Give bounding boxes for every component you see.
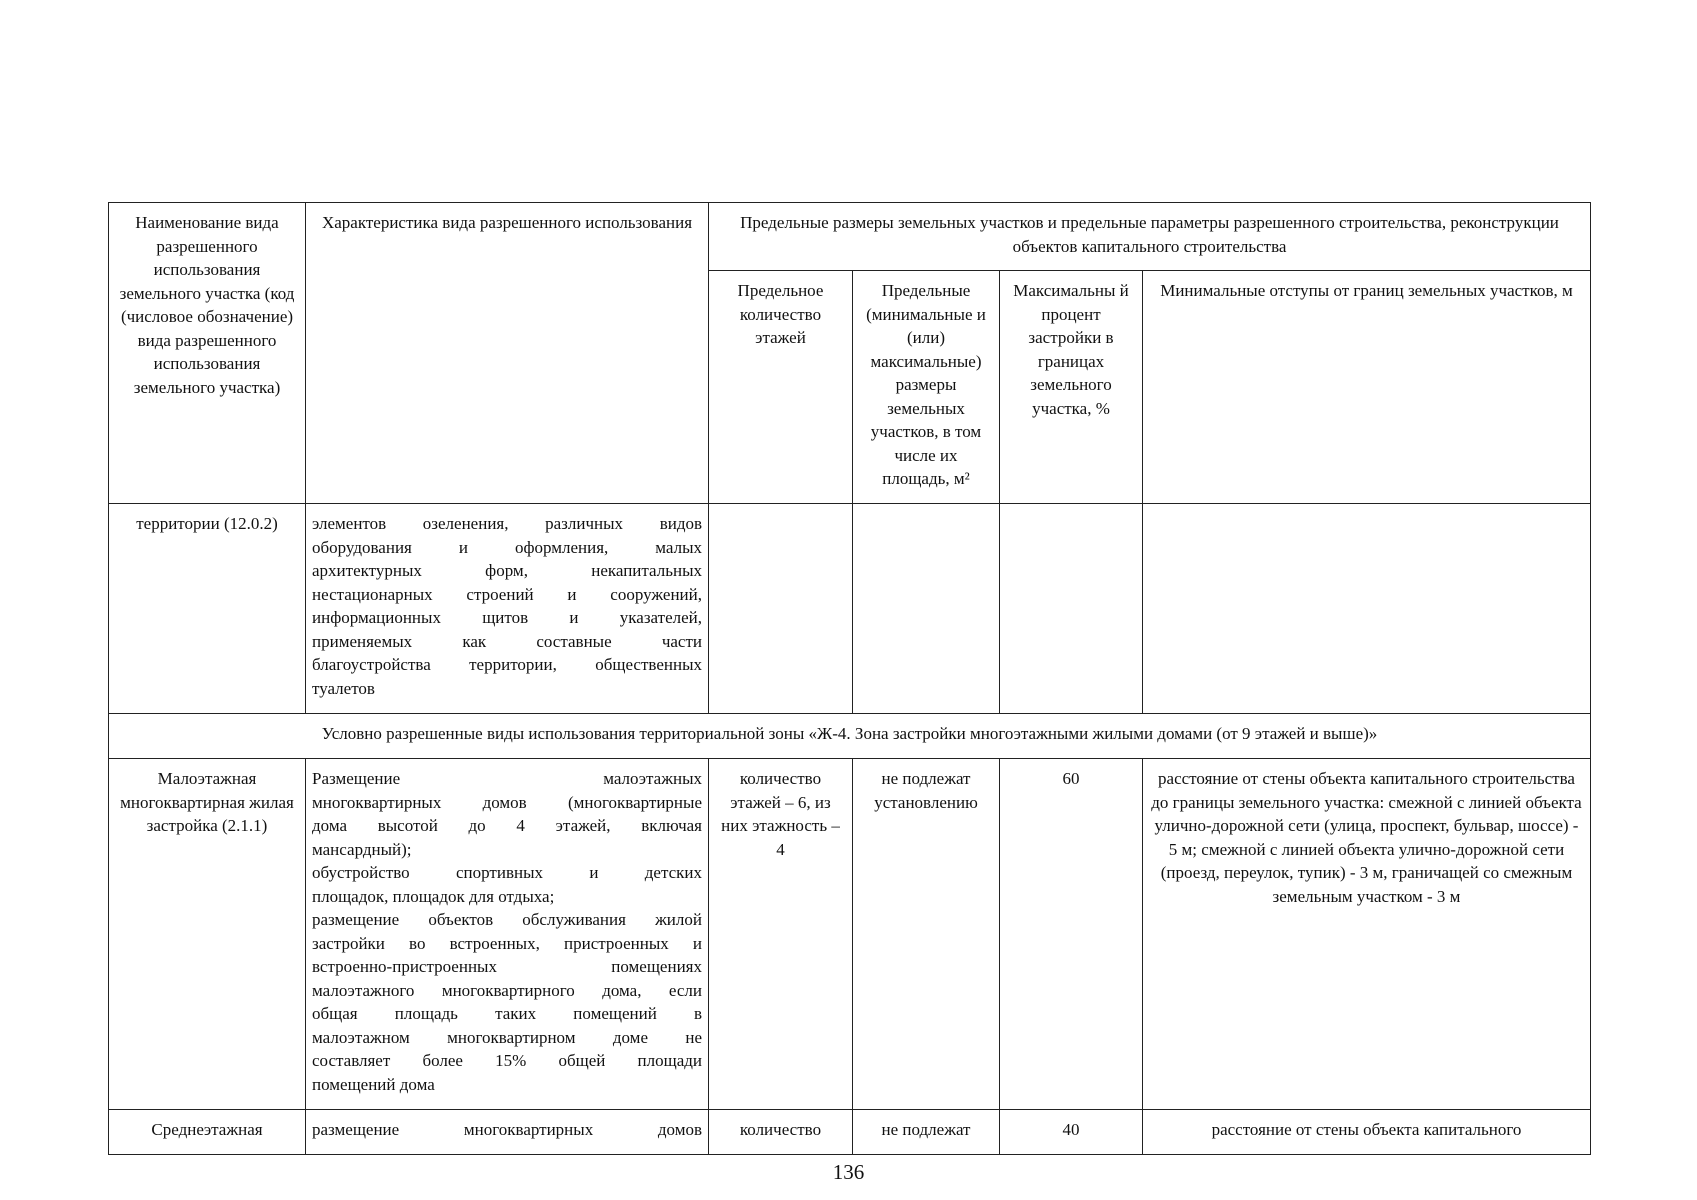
max-coverage-cell: 40 xyxy=(1000,1110,1143,1155)
description-line: размещение объектов обслуживания жилой xyxy=(312,910,702,929)
table-row xyxy=(109,1110,1591,1155)
description-line: дома высотой до 4 этажей, включая xyxy=(312,816,702,835)
header-use-description: Характеристика вида разрешенного использования xyxy=(306,203,709,504)
description-line: малоэтажного многоквартирного дома, если xyxy=(312,980,702,1000)
header-max-floors: Предельное количество этажей xyxy=(709,271,853,504)
max-floors-cell xyxy=(709,504,853,714)
description-line: применяемых как составные части xyxy=(312,631,702,651)
header-plot-sizes: Предельные (минимальные и (или) максимальные) размеры земельных участков, в том числе их площадь, м² xyxy=(853,271,1000,504)
header-use-type-name: Наименование вида разрешенного использования земельного участка (код (числовое обозначение) вида разрешенного использования земельного участка) xyxy=(109,203,306,504)
header-max-coverage: Максимальны й процент застройки в границах земельного участка, % xyxy=(1000,271,1143,504)
description-line: общая площадь таких помещений в xyxy=(312,1004,702,1023)
max-coverage-cell: 60 xyxy=(1000,759,1143,1110)
description-line: встроенно-пристроенных помещениях xyxy=(312,957,702,976)
min-setbacks-cell xyxy=(1143,504,1591,714)
header-min-setbacks: Минимальные отступы от границ земельных участков, м xyxy=(1143,271,1591,504)
description-line: малоэтажном многоквартирном доме не xyxy=(312,1027,702,1047)
use-description xyxy=(306,1110,709,1155)
zone-heading-row xyxy=(109,714,1591,759)
min-setbacks-cell: расстояние от стены объекта капитального строительства до границы земельного участка: смежной с линией объекта улично-дорожной сети (улица, проспект, бульвар, шоссе) - 5 м; смежной с линией объекта улично-дорожной сети (проезд, переулок, тупик) - 3 м, граничащей со смежным земельным участком - 3 м xyxy=(1143,759,1591,1110)
description-line: оборудования и оформления, малых xyxy=(312,537,702,557)
description-line: обустройство спортивных и детских xyxy=(312,863,702,882)
use-type-name: Среднеэтажная xyxy=(109,1110,306,1155)
description-line: мансардный); xyxy=(312,839,412,859)
plot-sizes-cell xyxy=(853,504,1000,714)
page-number: 136 xyxy=(832,1160,865,1184)
header-limits: Предельные размеры земельных участков и предельные параметры разрешенного строительства, реконструкции объектов капитального строительства xyxy=(709,203,1591,271)
description-line: помещений дома xyxy=(312,1074,435,1094)
max-floors-cell: количество этажей – 6, из них этажность – 4 xyxy=(709,759,853,1110)
plot-sizes-cell: не подлежат установлению xyxy=(853,759,1000,1110)
max-coverage-cell xyxy=(1000,504,1143,714)
use-description xyxy=(306,504,709,714)
table-row xyxy=(109,504,1591,714)
header-row-main xyxy=(109,203,1591,271)
use-description xyxy=(306,759,709,1110)
description-line: благоустройства территории, общественных xyxy=(312,655,702,674)
use-type-name: Малоэтажная многоквартирная жилая застройка (2.1.1) xyxy=(109,759,306,1110)
description-line: застройки во встроенных, пристроенных и xyxy=(312,933,702,953)
zone-heading: Условно разрешенные виды использования территориальной зоны «Ж-4. Зона застройки многоэтажными жилыми домами (от 9 этажей и выше)» xyxy=(109,714,1591,759)
description-line: Размещение малоэтажных xyxy=(312,769,702,788)
description-line: нестационарных строений и сооружений, xyxy=(312,584,702,604)
description-line: многоквартирных домов (многоквартирные xyxy=(312,792,702,812)
description-line: составляет более 15% общей площади xyxy=(312,1051,702,1070)
plot-sizes-cell: не подлежат xyxy=(853,1110,1000,1155)
description-line: туалетов xyxy=(312,678,375,698)
document-sheet xyxy=(108,202,1590,1155)
description-line: элементов озеленения, различных видов xyxy=(312,514,702,533)
zoning-regulations-table xyxy=(108,202,1591,1155)
min-setbacks-cell: расстояние от стены объекта капитального xyxy=(1143,1110,1591,1155)
description-line: размещение многоквартирных домов xyxy=(312,1120,702,1139)
description-line: информационных щитов и указателей, xyxy=(312,608,702,627)
description-line: площадок, площадок для отдыха; xyxy=(312,886,555,906)
table-row xyxy=(109,759,1591,1110)
max-floors-cell: количество xyxy=(709,1110,853,1155)
description-line: архитектурных форм, некапитальных xyxy=(312,561,702,580)
use-type-name: территории (12.0.2) xyxy=(109,504,306,714)
